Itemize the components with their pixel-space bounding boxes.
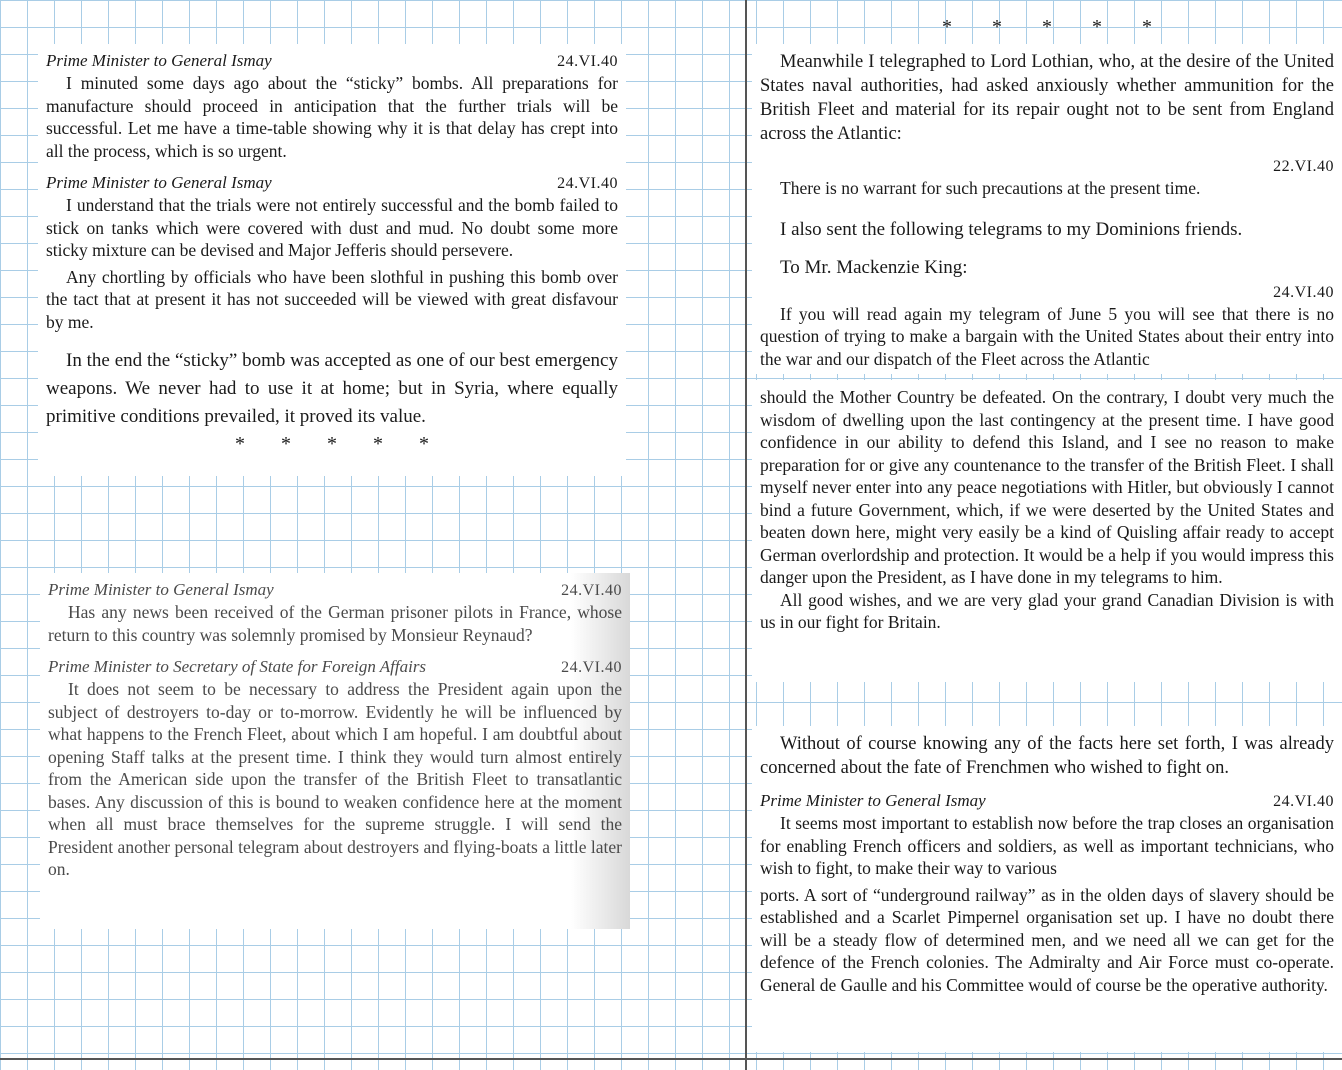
memo-text: I minuted some days ago about the “sticky” bombs. All preparations for manufacture should proceed in anticipation that the further trials will be successful. Let me have a time-table showing why it is that delay has crept into all the process, which is so urgent. xyxy=(46,73,618,161)
memo-text: Has any news been received of the German prisoner pilots in France, whose return to this country was solemnly promised by Monsieur Reynaud? xyxy=(48,602,622,645)
star: * xyxy=(235,433,245,455)
star: * xyxy=(942,16,952,38)
star: * xyxy=(992,16,1002,38)
telegram-recipient: To Mr. Mackenzie King: xyxy=(780,256,968,278)
bottom-rule xyxy=(0,1058,1342,1060)
telegram-text: should the Mother Country be defeated. On the contrary, I doubt very much the wisdom of dwelling upon the last contingency at the present time. I have good confidence in our ability to defend this Island, and I see no reason to make preparation for or give any countenance to the transfer of the British Fleet. I shall myself never enter into any peace negotiations with Hitler, but obviously I cannot bind a future Government, which, if we were deserted by the United States and beaten down here, might very easily be a kind of Quisling affair ready to accept German overlordship and protection. It would be a help if you would impress this danger upon the President, as I have done in my telegrams to him. xyxy=(760,387,1334,587)
memo-heading xyxy=(48,656,622,678)
narrative-text: Meanwhile I telegraphed to Lord Lothian, who, at the desire of the United States naval authorities, had asked anxiously whether ammunition for the British Fleet and material for its repair ought not to be sent from England across the Atlantic: xyxy=(760,52,1334,144)
narrative-text: I also sent the following telegrams to my Dominions friends. xyxy=(780,218,1243,240)
memo-text: Any chortling by officials who have been slothful in pushing this bomb over the tact that at present it has not succeeded will be viewed with great disfavour by me. xyxy=(46,266,618,332)
memo-date: 24.VI.40 xyxy=(557,53,618,70)
memo-date: 24.VI.40 xyxy=(561,659,622,676)
memo-recipient: Prime Minister to General Ismay xyxy=(46,51,272,70)
memo-recipient: Prime Minister to General Ismay xyxy=(46,173,272,192)
memo-heading xyxy=(48,579,622,601)
narrative-text: Without of course knowing any of the facts here set forth, I was already concerned about the fate of Frenchmen who wished to fight on. xyxy=(760,734,1334,778)
memo-heading xyxy=(46,50,618,72)
clipping-sticky-bombs xyxy=(38,44,626,476)
memo-recipient: Prime Minister to General Ismay xyxy=(760,791,986,810)
memo-text: I understand that the trials were not entirely successful and the bomb failed to stick on tanks which were covered with dust and mud. No doubt some more sticky mixture can be devised and Major Jefferis should persevere. xyxy=(46,195,618,260)
telegram-text: There is no warrant for such precautions at the present time. xyxy=(780,178,1201,198)
memo-recipient: Prime Minister to Secretary of State for Foreign Affairs xyxy=(48,657,427,676)
memo-date: 24.VI.40 xyxy=(561,582,622,599)
telegram-text: All good wishes, and we are very glad your grand Canadian Division is with us in our fight for Britain. xyxy=(760,589,1334,632)
clipping-mackenzie-continued xyxy=(752,380,1342,682)
star: * xyxy=(373,433,383,455)
clipping-frenchmen xyxy=(752,726,1342,1052)
memo-date: 24.VI.40 xyxy=(1273,793,1334,810)
star: * xyxy=(1042,16,1052,38)
narrative-text: In the end the “sticky” bomb was accepted as one of our best emergency weapons. We never had to use it at home; but in Syria, where equally primitive conditions prevailed, it proved its value. xyxy=(46,350,618,427)
clipping-destroyers xyxy=(40,573,630,929)
star: * xyxy=(1092,16,1102,38)
memo-text: It does not seem to be necessary to address the President again upon the subject of destroyers to-day or to-morrow. Evidently he will be influenced by what happens to the French Fleet, about which I am hopeful. I am doubtful about opening Staff talks at the present time. I think they would turn almost entirely from the American side upon the transfer of the British Fleet to transatlantic bases. Any discussion of this is bound to weaken confidence here at the moment when all must brace themselves for the supreme struggle. I will send the President another personal telegram about destroyers and flying-boats a little later on. xyxy=(48,679,622,879)
telegram-date: 22.VI.40 xyxy=(1273,158,1334,175)
memo-text: ports. A sort of “underground railway” as in the olden days of slavery should be established and a Scarlet Pimpernel organisation set up. I have no doubt there will be a steady flow of determined men, and we need all we can get for the defence of the French colonies. The Admiralty and Air Force must co-operate. General de Gaulle and his Committee would of course be the operative authority. xyxy=(760,884,1334,995)
memo-recipient: Prime Minister to General Ismay xyxy=(48,580,274,599)
star: * xyxy=(327,433,337,455)
page-divider xyxy=(745,0,747,1070)
telegram-date: 24.VI.40 xyxy=(1273,283,1334,301)
memo-date: 24.VI.40 xyxy=(557,175,618,192)
star: * xyxy=(281,433,291,455)
section-stars-top-right xyxy=(942,16,1152,39)
star: * xyxy=(1142,16,1152,38)
section-stars xyxy=(46,433,618,456)
star: * xyxy=(419,433,429,455)
telegram-text: If you will read again my telegram of June 5 you will see that there is no question of trying to make a bargain with the United States about their entry into the war and our dispatch of the Fleet across the Atlantic xyxy=(760,303,1334,369)
memo-heading xyxy=(760,790,1334,812)
memo-heading xyxy=(46,172,618,194)
memo-text: It seems most important to establish now before the trap closes an organisation for enabling French officers and soldiers, as well as important technicians, who wish to fight, to make their way to various xyxy=(760,813,1334,878)
clipping-lothian-telegram xyxy=(752,44,1342,374)
